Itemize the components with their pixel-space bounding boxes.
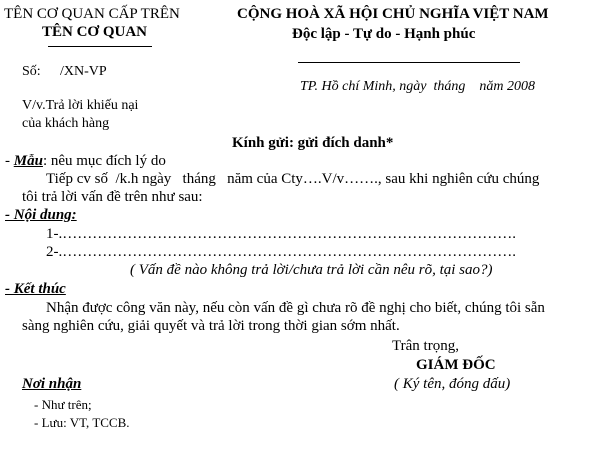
document-number-label: Số:	[22, 64, 41, 79]
content-heading: - Nội dung:	[5, 207, 77, 223]
signature-note: ( Ký tên, đóng dấu)	[394, 376, 511, 392]
closing-line-2: sàng nghiên cứu, giải quyết và trả lời trong thời gian sớm nhất.	[22, 318, 400, 334]
subject-line-2: của khách hàng	[22, 116, 110, 131]
national-motto: Độc lập - Tự do - Hạnh phúc	[292, 26, 476, 42]
signer-title: GIÁM ĐỐC	[416, 357, 496, 373]
template-prefix: -	[5, 153, 14, 169]
republic-title: CỘNG HOÀ XÃ HỘI CHỦ NGHĨA VIỆT NAM	[237, 6, 549, 22]
intro-line-1: Tiếp cv số /k.h ngày tháng năm của Cty….V/v……., sau khi nghiên cứu chúng	[46, 171, 540, 187]
recipient-line-1: - Như trên;	[34, 397, 92, 412]
template-label: Mẫu	[13, 153, 43, 169]
recipient-line-2: - Lưu: VT, TCCB.	[34, 415, 130, 430]
place-date: TP. Hồ chí Minh, ngày tháng năm 2008	[300, 79, 536, 94]
recipient-salutation: Kính gửi: gửi đích danh*	[232, 135, 394, 151]
content-item-2: 2-.……………………………………………………………………………….	[46, 244, 516, 260]
document-number-suffix: /XN-VP	[60, 64, 107, 79]
subject-line-1: V/v.Trả lời khiếu nại	[22, 98, 139, 113]
regards: Trân trọng,	[392, 338, 459, 354]
template-purpose-line	[5, 153, 166, 170]
parent-agency-name: TÊN CƠ QUAN CẤP TRÊN	[4, 6, 180, 22]
unanswered-note: ( Vấn đề nào không trả lời/chưa trả lời cần nêu rõ, tại sao?)	[130, 262, 493, 278]
intro-line-2: tôi trả lời vấn đề trên như sau:	[22, 189, 203, 205]
motto-underline	[298, 62, 520, 63]
recipients-heading: Nơi nhận	[22, 376, 82, 392]
agency-underline	[48, 46, 152, 47]
content-item-1: 1-.……………………………………………………………………………….	[46, 226, 516, 242]
closing-heading: - Kết thúc	[5, 281, 66, 297]
closing-line-1: Nhận được công văn này, nếu còn vấn đề gì chưa rõ đề nghị cho biết, chúng tôi sẵn	[46, 300, 545, 316]
agency-name: TÊN CƠ QUAN	[42, 24, 148, 40]
template-text: : nêu mục đích lý do	[42, 153, 166, 169]
